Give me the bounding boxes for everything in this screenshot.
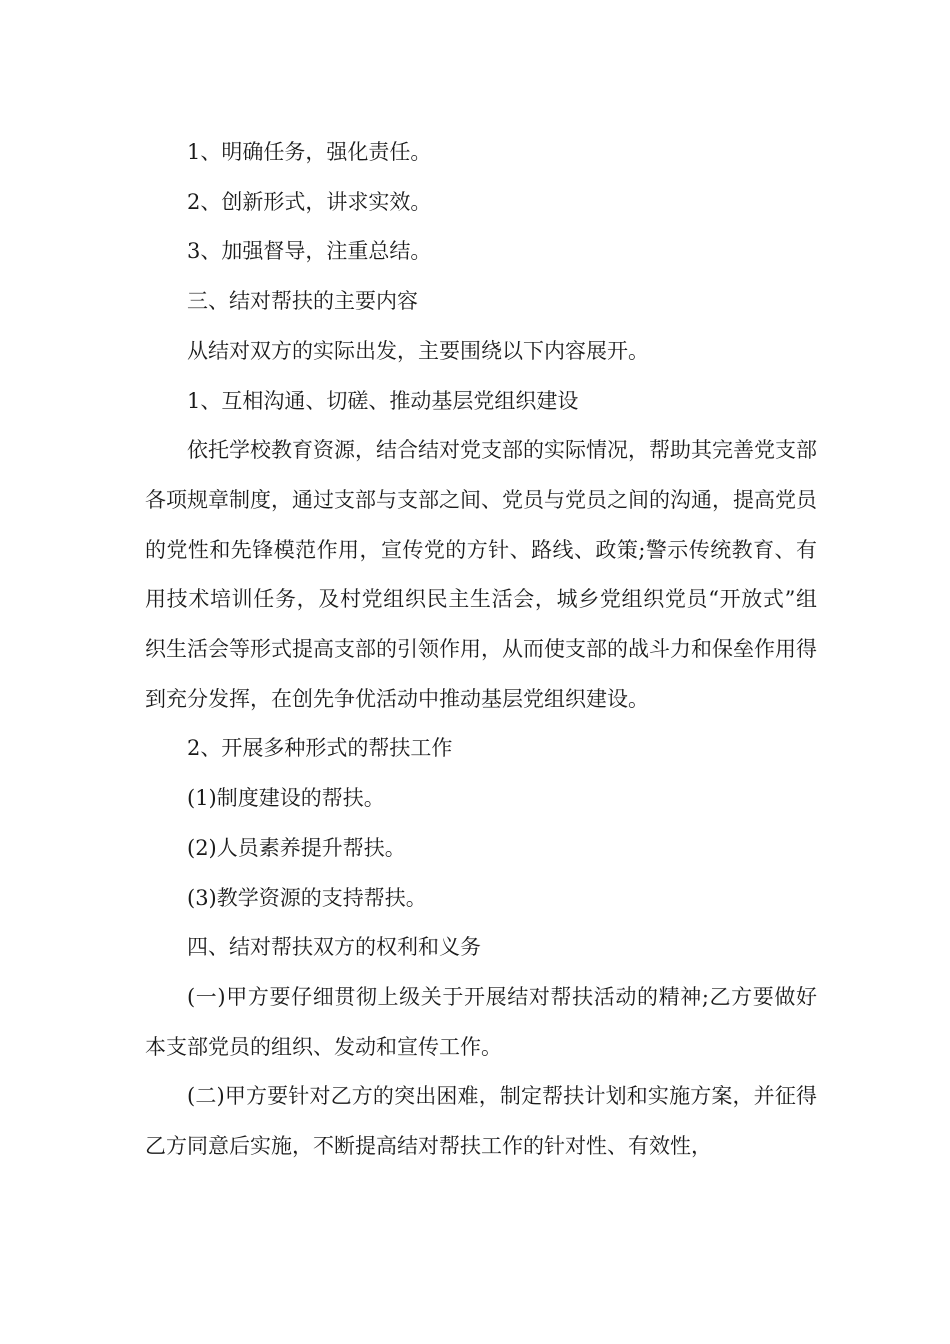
- paragraph-task-1: 1、明确任务，强化责任。: [187, 140, 432, 164]
- document-body: [145, 128, 817, 1172]
- paragraph-rights-1: (一)甲方要仔细贯彻上级关于开展结对帮扶活动的精神;乙方要做好本支部党员的组织、发动和宣传工作。: [145, 984, 817, 1059]
- list-item-resources: (3)教学资源的支持帮扶。: [187, 885, 427, 910]
- list-item-personnel: (2)人员素养提升帮扶。: [187, 835, 406, 860]
- subheading-communication: 1、互相沟通、切磋、推动基层党组织建设: [187, 388, 579, 413]
- paragraph-intro: 从结对双方的实际出发，主要围绕以下内容展开。: [187, 338, 649, 363]
- section-heading-rights: 四、结对帮扶双方的权利和义务: [187, 935, 481, 960]
- section-heading-main-content: 三、结对帮扶的主要内容: [187, 289, 418, 314]
- subheading-forms: 2、开展多种形式的帮扶工作: [187, 736, 453, 761]
- paragraph-task-3: 3、加强督导，注重总结。: [187, 239, 432, 264]
- paragraph-communication-body: 依托学校教育资源，结合结对党支部的实际情况，帮助其完善党支部各项规章制度，通过支部与支部之间、党员与党员之间的沟通，提高党员的党性和先锋模范作用，宣传党的方针、路线、政策;警示传统教育、有用技术培训任务，及村党组织民主生活会，城乡党组织党员“开放式”组织生活会等形式提高支部的引领作用，从而使支部的战斗力和保垒作用得到充分发挥，在创先争优活动中推动基层党组织建设。: [145, 438, 817, 711]
- paragraph-task-2: 2、创新形式，讲求实效。: [187, 189, 432, 214]
- paragraph-rights-2: (二)甲方要针对乙方的突出困难，制定帮扶计划和实施方案，并征得乙方同意后实施，不断提高结对帮扶工作的针对性、有效性，: [145, 1084, 817, 1159]
- list-item-system: (1)制度建设的帮扶。: [187, 786, 385, 811]
